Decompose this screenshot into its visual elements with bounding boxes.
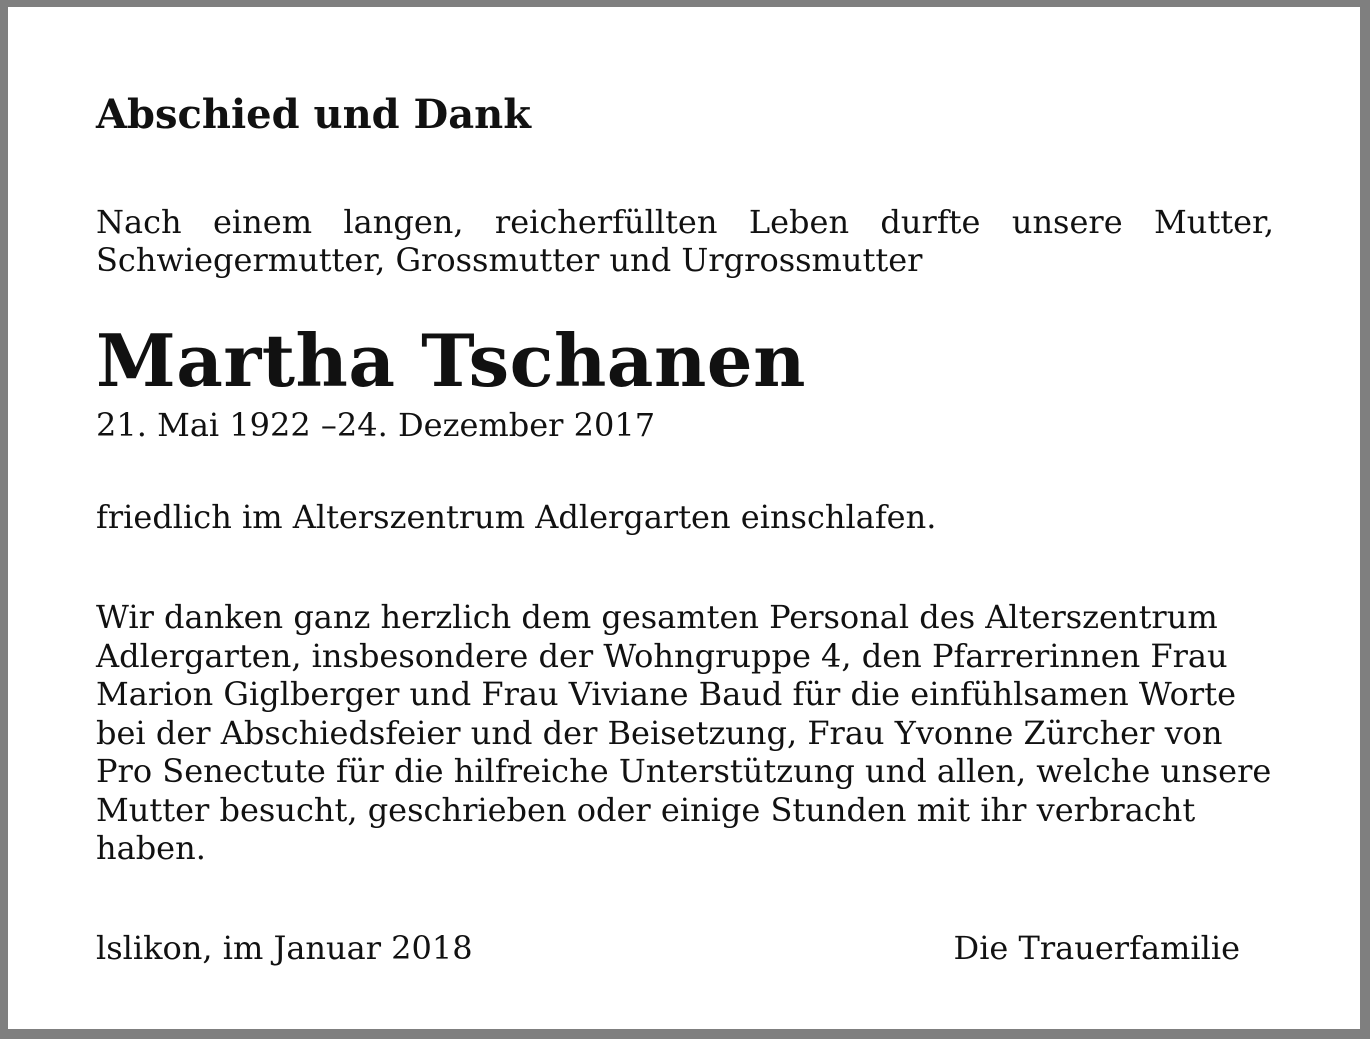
life-dates: 21. Mai 1922 –24. Dezember 2017	[96, 406, 656, 444]
deceased-name: Martha Tschanen	[96, 318, 806, 403]
passing-text: friedlich im Alterszentrum Adlergarten einschlafen.	[96, 498, 937, 536]
notice-heading: Abschied und Dank	[96, 91, 531, 138]
obituary-notice	[8, 7, 1360, 1029]
place-and-date: lslikon, im Januar 2018	[96, 929, 473, 967]
thanks-paragraph: Wir danken ganz herzlich dem gesamten Personal des Alterszentrum Adlergarten, insbesondere der Wohngruppe 4, den Pfarrerinnen Frau Marion Giglberger und Frau Viviane Baud für die einfühlsamen Worte bei der Abschiedsfeier und der Beisetzung, Frau Yvonne Zürcher von Pro Senectute für die hilfreiche Unterstützung und allen, welche unsere Mutter besucht, geschrieben oder einige Stunden mit ihr verbracht haben.	[96, 598, 1272, 867]
intro-text: Nach einem langen, reicherfüllten Leben durfte unsere Mutter, Schwiegermutter, Grossmutter und Urgrossmutter	[96, 203, 1274, 279]
family-signature: Die Trauerfamilie	[953, 929, 1240, 967]
